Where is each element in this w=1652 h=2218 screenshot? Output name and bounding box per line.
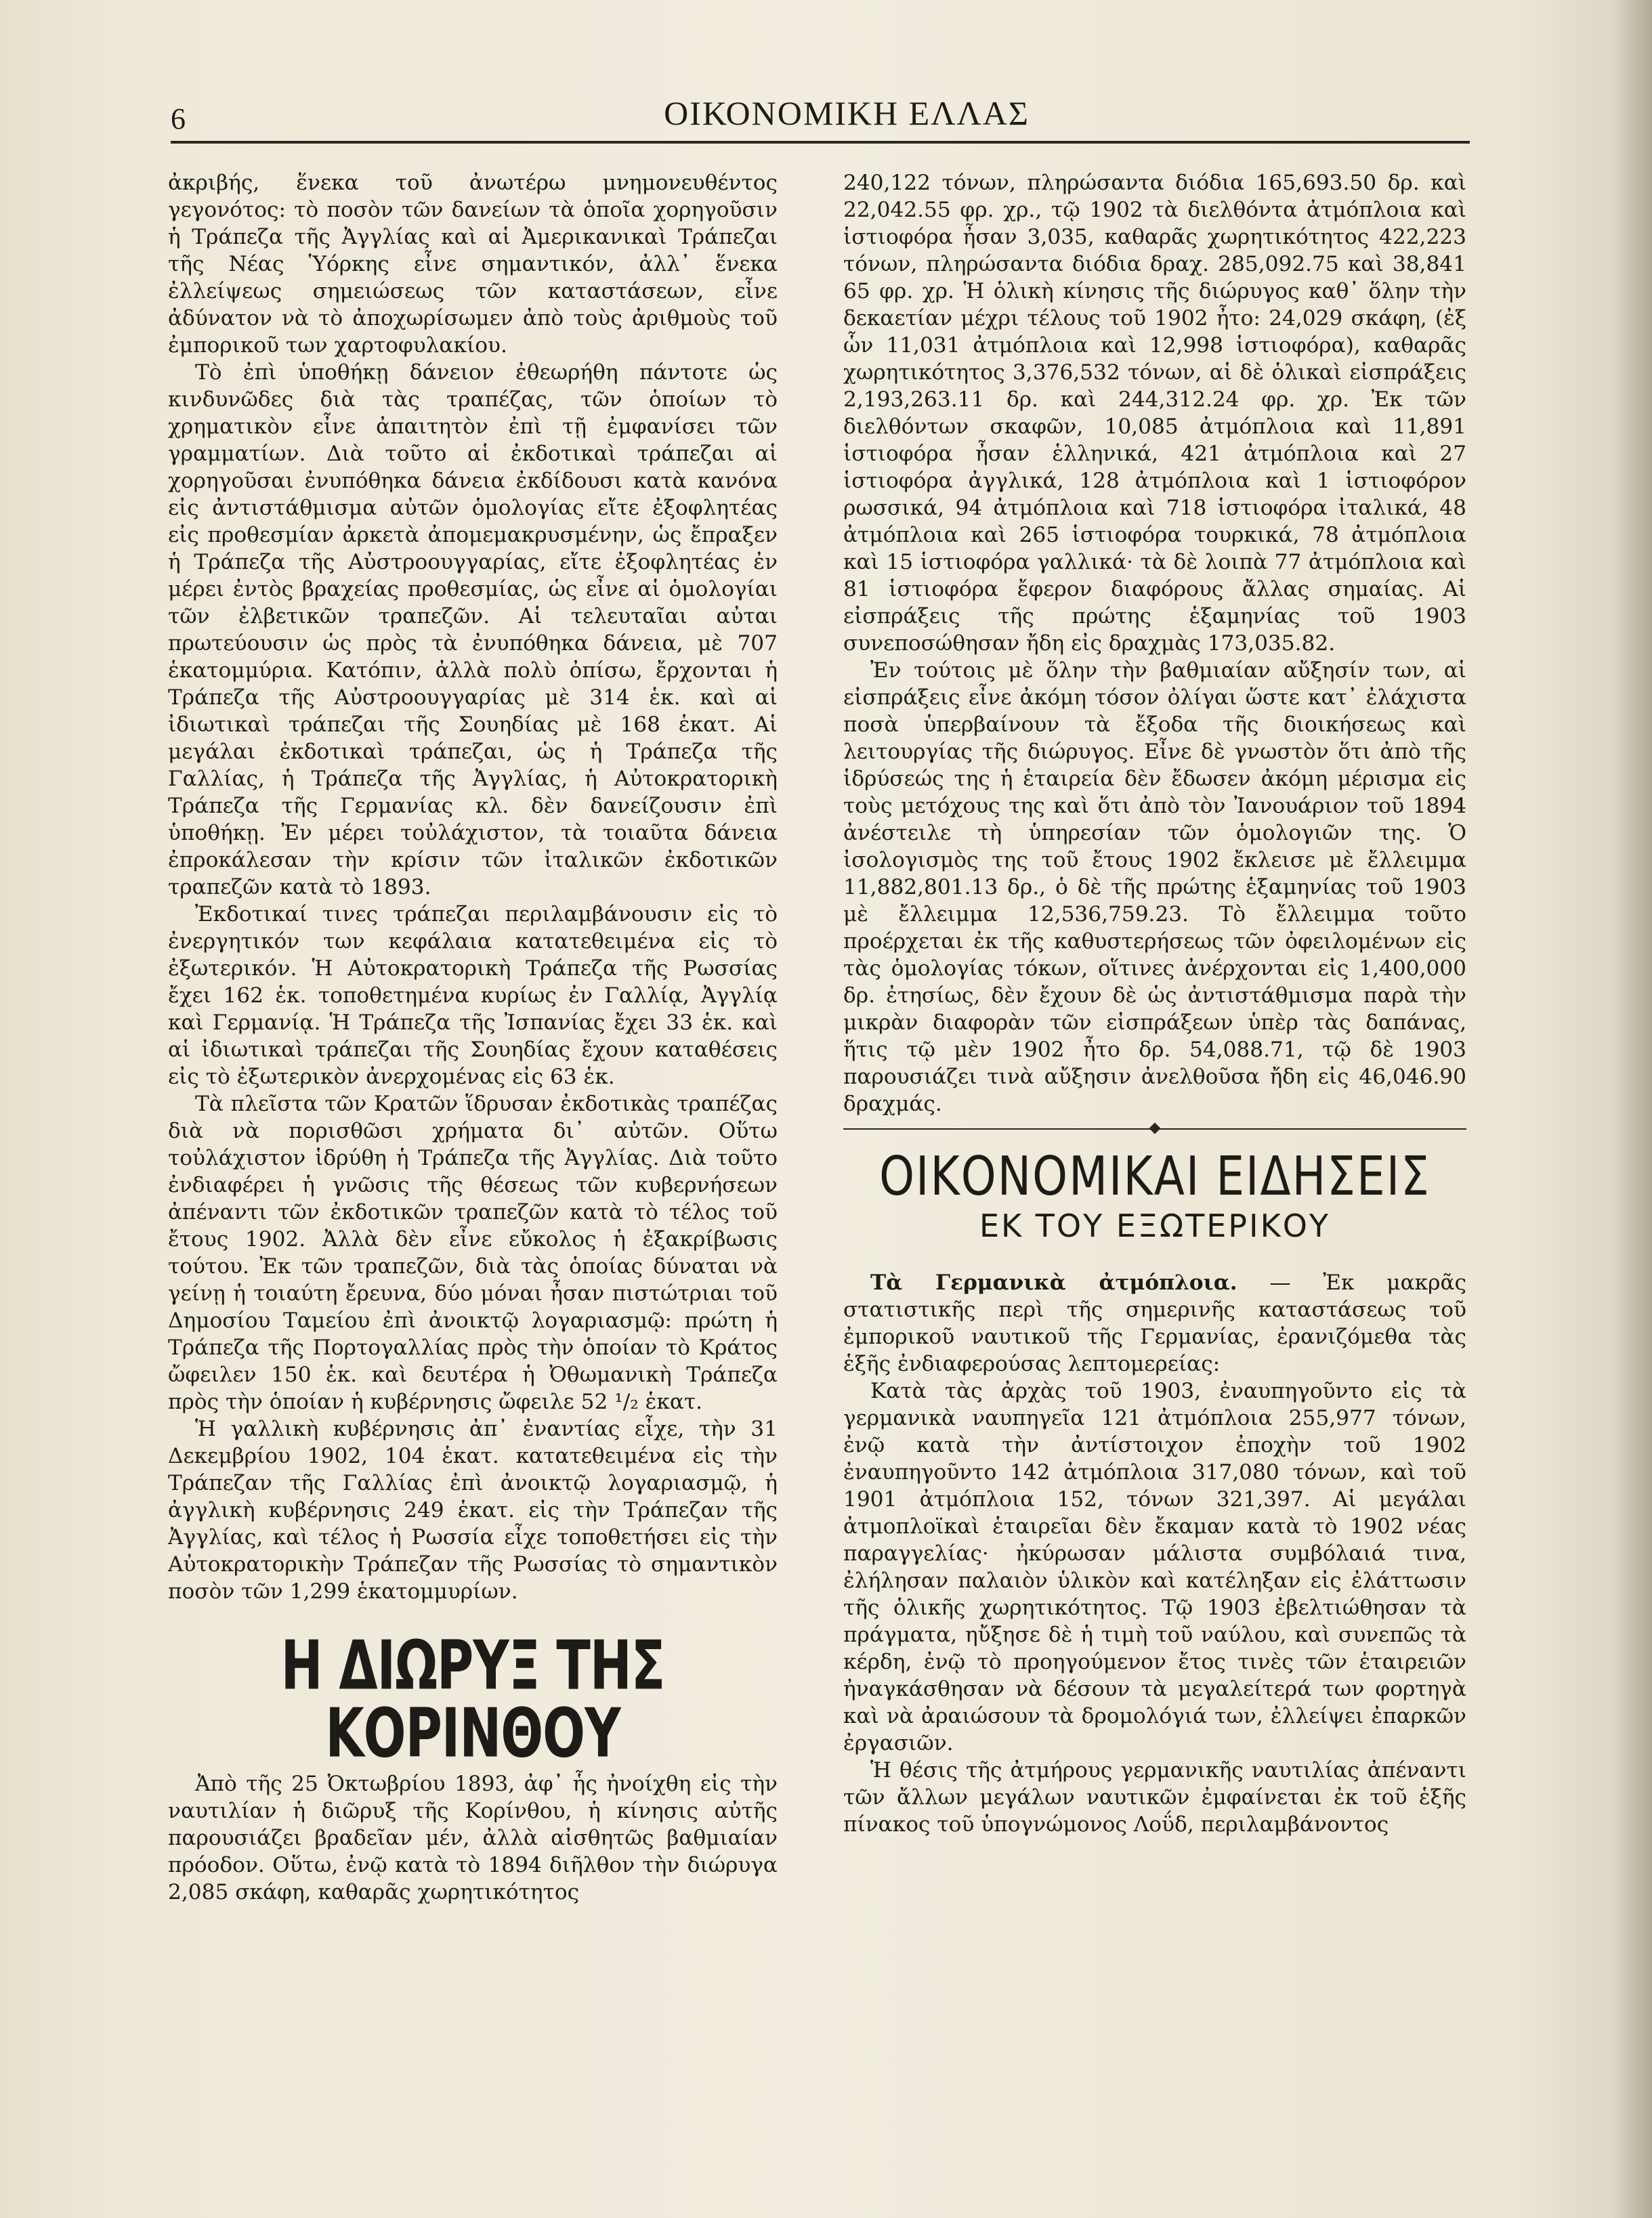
binding-shadow [1611,0,1652,2218]
paragraph: ἀκριβής, ἕνεκα τοῦ ἀνωτέρω μνημονευθέντος γεγονότος: τὸ ποσὸν τῶν δανείων τὰ ὁποῖα χορηγοῦσιν ἡ Τράπεζα τῆς Ἀγγλίας καὶ αἱ Ἀμερικανικαὶ Τράπεζαι τῆς Νέας Ὑόρκης εἶνε σημαντικόν, ἀλλ᾿ ἕνεκα ἐλλείψεως σημειώσεως τῶν καταστάσεων, εἶνε ἀδύνατον νὰ τὸ ἀποχωρίσωμεν ἀπὸ τοὺς ἀριθμοὺς τοῦ ἐμπορικοῦ των χαρτοφυλακίου. [168,171,778,358]
news-item-title: Τὰ Γερμανικὰ ἀτμόπλοια. [870,1271,1237,1295]
header-rule [171,141,1470,144]
left-column [168,169,778,1906]
news-item-lead-text: — Ἐκ μακρᾶς στατιστικῆς περὶ τῆς σημερινῆς καταστάσεως τοῦ ἐμπορικοῦ ναυτικοῦ τῆς Γερμανίας, ἐρανιζόμεθα τὰς ἑξῆς ἐνδιαφερούσας λεπτομερείας: [843,1271,1466,1376]
paragraph: Ἐκδοτικαί τινες τράπεζαι περιλαμβάνουσιν εἰς τὸ ἐνεργητικόν των κεφάλαια κατατεθειμένα εἰς τὸ ἐξωτερικόν. Ἡ Αὐτοκρατορικὴ Τράπεζα τῆς Ρωσσίας ἔχει 162 ἑκ. τοποθετημένα κυρίως ἐν Γαλλίᾳ, Ἀγγλίᾳ καὶ Γερμανίᾳ. Ἡ Τράπεζα τῆς Ἰσπανίας ἔχει 33 ἑκ. καὶ αἱ ἰδιωτικαὶ τράπεζαι τῆς Σουηδίας ἔχουν καταθέσεις εἰς τὸ ἐξωτερικὸν ἀνερχομένας εἰς 63 ἑκ. [168,902,778,1089]
paragraph: Ἡ θέσις τῆς ἀτμήρους γερμανικῆς ναυτιλίας ἀπέναντι τῶν ἄλλων μεγάλων ναυτικῶν ἐμφαίνεται ἐκ τοῦ ἑξῆς πίνακος τοῦ ὑπογνώμονος Λοΰδ, περιλαμβάνοντος [843,1758,1466,1837]
paragraph: Ἀπὸ τῆς 25 Ὀκτωβρίου 1893, ἀφ᾿ ἧς ἠνοίχθη εἰς τὴν ναυτιλίαν ἡ διῶρυξ τῆς Κορίνθου, ἡ κίνησις αὐτῆς παρουσιάζει βραδεῖαν μέν, ἀλλὰ αἰσθητῶς βαθμιαίαν πρόοδον. Οὕτω, ἐνῷ κατὰ τὸ 1894 διῆλθον τὴν διώρυγα 2,085 σκάφη, καθαρᾶς χωρητικότητος [168,1772,778,1904]
right-column [843,169,1466,1838]
paragraph: Ἐν τούτοις μὲ ὅλην τὴν βαθμιαίαν αὔξησίν των, αἱ εἰσπράξεις εἶνε ἀκόμη τόσον ὀλίγαι ὥστε κατ᾿ ἐλάχιστα ποσὰ ὑπερβαίνουν τὰ ἔξοδα τῆς διοικήσεως καὶ λειτουργίας τῆς διώρυγος. Εἶνε δὲ γνωστὸν ὅτι ἀπὸ τῆς ἱδρύσεώς της ἡ ἑταιρεία δὲν ἔδωσεν ἀκόμη μέρισμα εἰς τοὺς μετόχους της καὶ ὅτι ἀπὸ τὸν Ἰανουάριον τοῦ 1894 ἀνέστειλε τὴ ὑπηρεσίαν τῶν ὁμολογιῶν της. Ὁ ἰσολογισμὸς της τοῦ ἔτους 1902 ἔκλεισε μὲ ἔλλειμμα 11,882,801.13 δρ., ὁ δὲ τῆς πρώτης ἑξαμηνίας τοῦ 1903 μὲ ἔλλειμμα 12,536,759.23. Τὸ ἔλλειμμα τοῦτο προέρχεται ἐκ τῆς καθυστερήσεως τῶν ὀφειλομένων εἰς τὰς ὁμολογίας τόκων, οἵτινες ἀνέρχονται εἰς 1,400,000 δρ. ἐτησίως, δὲν ἔχουν δὲ ὡς ἀντιστάθμισμα παρὰ τὴν μικρὰν διαφορὰν τῶν εἰσπράξεων ὑπὲρ τὰς δαπάνας, ἥτις τῷ μὲν 1902 ἦτο δρ. 54,088.71, τῷ δὲ 1903 παρουσιάζει τινὰ αὔξησιν ἀνελθοῦσα ἤδη εἰς 46,046.90 δραχμάς. [843,658,1466,1116]
running-head: ΟΙΚΟΝΟΜΙΚΗ ΕΛΛΑΣ [664,94,1030,132]
page-number: 6 [171,102,186,135]
paragraph: Τὸ ἐπὶ ὑποθήκῃ δάνειον ἐθεωρήθη πάντοτε ὡς κινδυνῶδες διὰ τὰς τραπέζας, τῶν ὁποίων τὸ χρηματικὸν εἶνε ἀπαιτητὸν ἐπὶ τῇ ἐμφανίσει τῶν γραμματίων. Διὰ τοῦτο αἱ ἐκδοτικαὶ τράπεζαι αἱ χορηγοῦσαι ἐνυπόθηκα δάνεια ἐκδίδουσι κατὰ κανόνα εἰς ἀντιστάθμισμα αὐτῶν ὁμολογίας εἴτε ἐξοφλητέας εἰς προθεσμίαν ἀρκετὰ ἀπομεμακρυσμένην, ὡς ἔπραξεν ἡ Τράπεζα τῆς Αὐστροουγγαρίας, εἴτε ἐξοφλητέας ἐν μέρει ἐντὸς βραχείας προθεσμίας, ὡς εἶνε αἱ ὁμολογίαι τῶν ἐλβετικῶν τραπεζῶν. Αἱ τελευταῖαι αὐται πρωτεύουσιν ὡς πρὸς τὰ ἐνυπόθηκα δάνεια, μὲ 707 ἑκατομμύρια. Κατόπιν, ἀλλὰ πολὺ ὀπίσω, ἔρχονται ἡ Τράπεζα τῆς Αὐστροουγγαρίας μὲ 314 ἑκ. καὶ αἱ ἰδιωτικαὶ τράπεζαι τῆς Σουηδίας μὲ 168 ἑκατ. Αἱ μεγάλαι ἐκδοτικαὶ τράπεζαι, ὡς ἡ Τράπεζα τῆς Γαλλίας, ἡ Τράπεζα τῆς Ἀγγλίας, ἡ Αὐτοκρατορικὴ Τράπεζα τῆς Γερμανίας κλ. δὲν δανείζουσιν ἐπὶ ὑποθήκῃ. Ἐν μέρει τοὐλάχιστον, τὰ τοιαῦτα δάνεια ἐπροκάλεσαν τὴν κρίσιν τῶν ἰταλικῶν ἐκδοτικῶν τραπεζῶν κατὰ τὸ 1893. [168,360,778,899]
paragraph: 240,122 τόνων, πληρώσαντα διόδια 165,693.50 δρ. καὶ 22,042.55 φρ. χρ., τῷ 1902 τὰ διελθόντα ἀτμόπλοια καὶ ἱστιοφόρα ἦσαν 3,035, καθαρᾶς χωρητικότητος 422,223 τόνων, πληρώσαντα διόδια δραχ. 285,092.75 καὶ 38,841 65 φρ. χρ. Ἡ ὁλικὴ κίνησις τῆς διώρυγος καθ᾿ ὅλην τὴν δεκαετίαν μέχρι τέλους τοῦ 1902 ἦτο: 24,029 σκάφη, (ἐξ ὧν 11,031 ἀτμόπλοια καὶ 12,998 ἱστιοφόρα), καθαρᾶς χωρητικότητος 3,376,532 τόνων, αἱ δὲ ὁλικαὶ εἰσπράξεις 2,193,263.11 δρ. καὶ 244,312.24 φρ. χρ. Ἐκ τῶν διελθόντων σκαφῶν, 10,085 ἀτμόπλοια καὶ 11,891 ἱστιοφόρα ἦσαν ἑλληνικά, 421 ἀτμόπλοια καὶ 27 ἱστιοφόρα ἀγγλικά, 128 ἀτμόπλοια καὶ 1 ἱστιοφόρον ρωσσικά, 94 ἀτμόπλοια καὶ 718 ἱστιοφόρα ἰταλικά, 48 ἀτμόπλοια καὶ 265 ἱστιοφόρα τουρκικά, 78 ἀτμόπλοια καὶ 15 ἱστιοφόρα γαλλικά· τὰ δὲ λοιπὰ 77 ἀτμόπλοια καὶ 81 ἱστιοφόρα ἔφερον διαφόρους ἄλλας σημαίας. Αἱ εἰσπράξεις τῆς πρώτης ἑξαμηνίας τοῦ 1903 συνεποσώθησαν ἤδη εἰς δραχμὰς 173,035.82. [843,171,1466,656]
article-title: Η ΔΙΩΡΥΞ ΤΗΣ ΚΟΡΙΝΘΟΥ [280,1626,665,1773]
paragraph: Ἡ γαλλικὴ κυβέρνησις ἀπ᾿ ἐναντίας εἶχε, τὴν 31 Δεκεμβρίου 1902, 104 ἑκατ. κατατεθειμένα εἰς τὴν Τράπεζαν τῆς Γαλλίας ἐπὶ ἀνοικτῷ λογαριασμῷ, ἡ ἀγγλικὴ κυβέρνησις 249 ἑκατ. εἰς τὴν Τράπεζαν τῆς Ἀγγλίας, καὶ τέλος ἡ Ρωσσία εἶχε τοποθετήσει εἰς τὴν Αὐτοκρατορικὴν Τράπεζαν τῆς Ρωσσίας τὸ σημαντικὸν ποσὸν τῶν 1,299 ἑκατομμυρίων. [168,1417,778,1604]
paragraph: Τὰ πλεῖστα τῶν Κρατῶν ἵδρυσαν ἐκδοτικὰς τραπέζας διὰ νὰ πορισθῶσι χρήματα δι᾿ αὐτῶν. Οὕτω τοὐλάχιστον ἱδρύθη ἡ Τράπεζα τῆς Ἀγγλίας. Διὰ τοῦτο ἐνδιαφέρει ἡ γνῶσις τῆς θέσεως τῶν κυβερνήσεων ἀπέναντι τῶν ἐκδοτικῶν τραπεζῶν κατὰ τὸ τέλος τοῦ ἔτους 1902. Ἀλλὰ δὲν εἶνε εὔκολος ἡ ἐξακρίβωσις τούτου. Ἐκ τῶν τραπεζῶν, διὰ τὰς ὁποίας δύναται νὰ γείνῃ ἡ τοιαύτη ἔρευνα, δύο μόναι ἦσαν πιστώτριαι τοῦ Δημοσίου Ταμείου ἐπὶ ἀνοικτῷ λογαριασμῷ: πρώτη ἡ Τράπεζα τῆς Πορτογαλλίας πρὸς τὴν ὁποίαν τὸ Κράτος ὤφειλεν 150 ἑκ. καὶ δευτέρα ἡ Ὀθωμανικὴ Τράπεζα πρὸς τὴν ὁποίαν ἡ κυβέρνησις ὤφειλε 52 ¹/₂ ἑκατ. [168,1092,778,1414]
paragraph: Κατὰ τὰς ἀρχὰς τοῦ 1903, ἐναυπηγοῦντο εἰς τὰ γερμανικὰ ναυπηγεῖα 121 ἀτμόπλοια 255,977 τόνων, ἐνῷ κατὰ τὴν ἀντίστοιχον ἐποχὴν τοῦ 1902 ἐναυπηγοῦντο 142 ἀτμόπλοια 317,080 τόνων, καὶ τοῦ 1901 ἀτμόπλοια 152, τόνων 321,397. Αἱ μεγάλαι ἀτμοπλοϊκαὶ ἑταιρεῖαι δὲν ἔκαμαν κατὰ τὸ 1902 νέας παραγγελίας· ἠκύρωσαν μάλιστα συμβόλαιά τινα, ἐλήλησαν παλαιὸν ὑλικὸν καὶ κατέληξαν εἰς ἐλάττωσιν τῆς ὁλικῆς χωρητικότητος. Τῷ 1903 ἐβελτιώθησαν τὰ πράγματα, ηὔξησε δὲ ἡ τιμὴ τοῦ ναύλου, καὶ συνεπῶς τὰ κέρδη, ἐνῷ τὸ προηγούμενον ἔτος τινὲς τῶν ἑταιρειῶν ἠναγκάσθησαν νὰ δέσουν τὰ μεγαλείτερά των φορτηγὰ καὶ νὰ ἀραιώσουν τὰ δρομολόγιά των, ἐλλείψει ἐπαρκῶν ἐργασιῶν. [843,1379,1466,1755]
section-title: ΟΙΚΟΝΟΜΙΚΑΙ ΕΙΔΗΣΕΙΣ [879,1145,1431,1208]
section-subtitle: ΕΚ ΤΟΥ ΕΞΩΤΕΡΙΚΟΥ [979,1208,1331,1244]
section-divider [843,1128,1466,1130]
news-item-lead [843,1269,1466,1378]
